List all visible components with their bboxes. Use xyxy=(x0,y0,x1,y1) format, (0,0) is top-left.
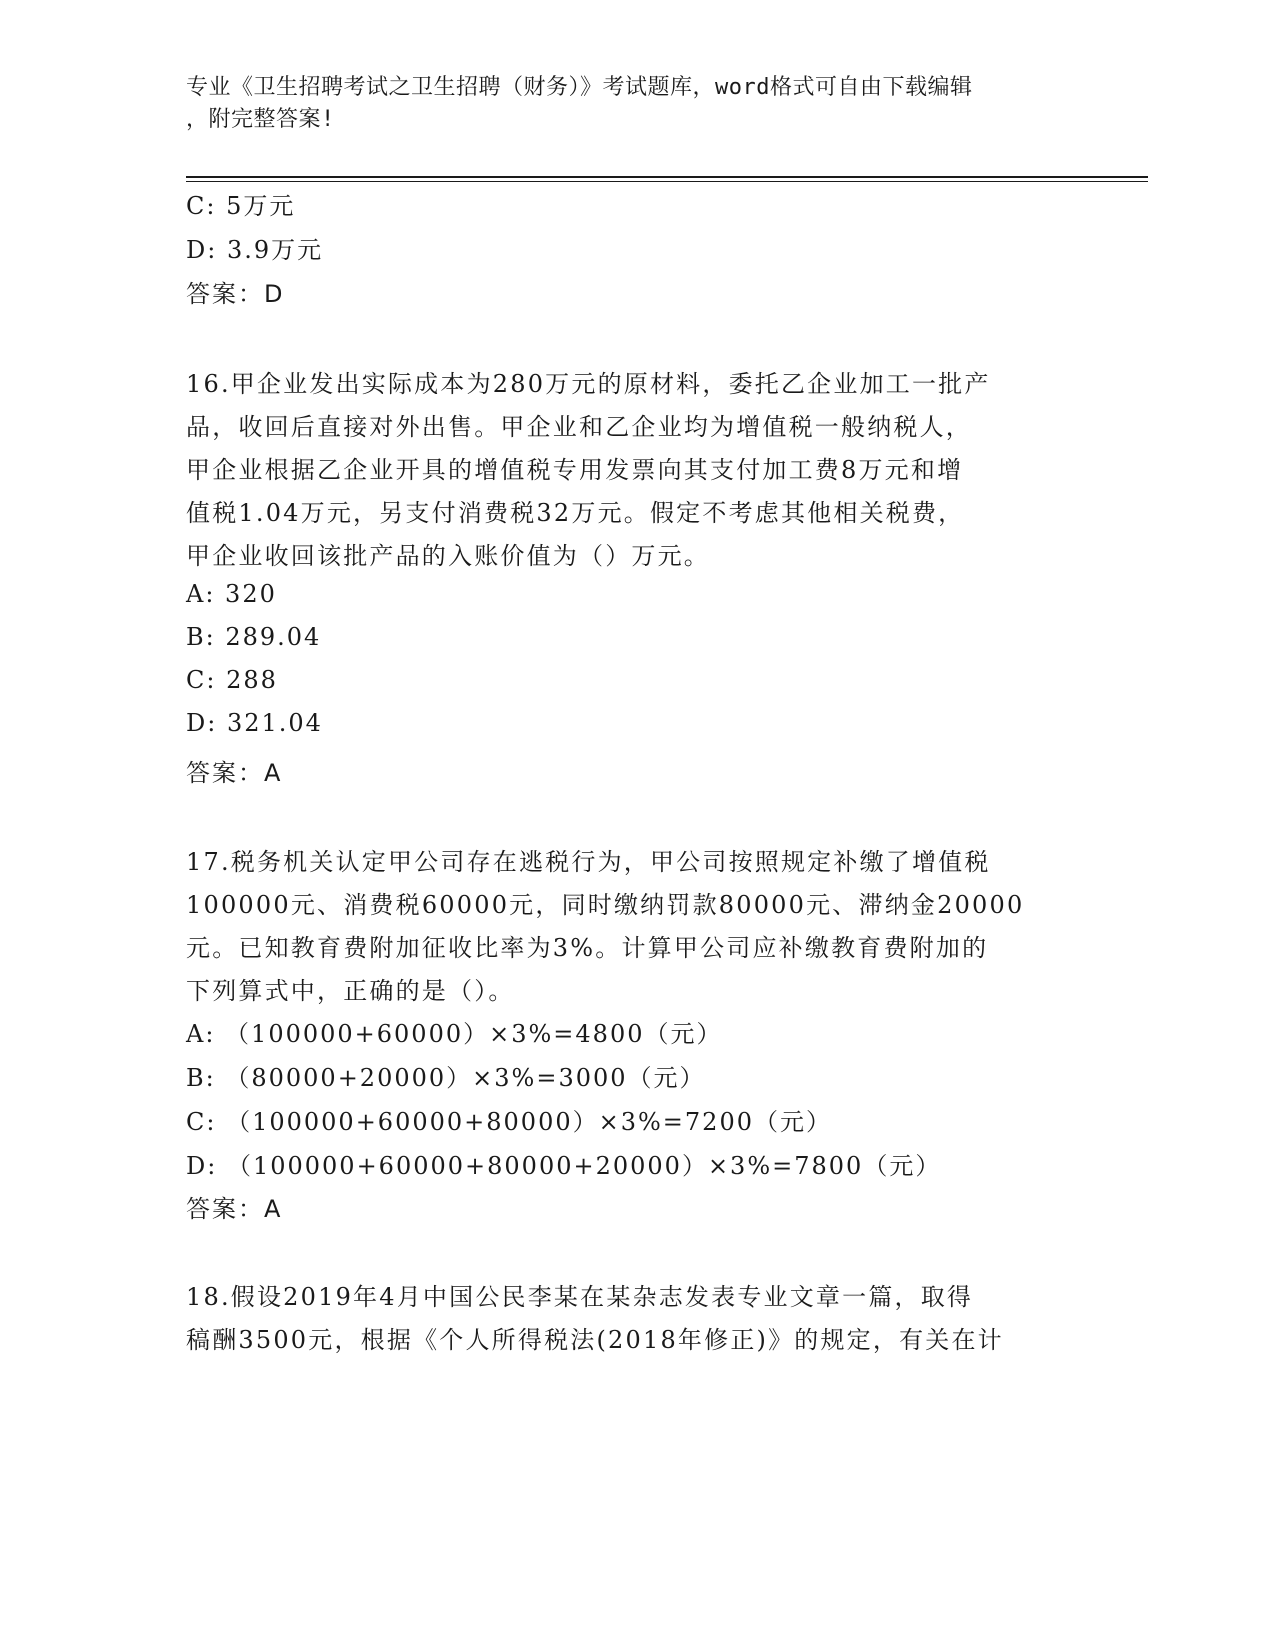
document-header xyxy=(186,72,1066,136)
header-line-2: ，附完整答案! xyxy=(186,107,335,132)
q18-stem-line-1: 18.假设2019年4月中国公民李某在某杂志发表专业文章一篇，取得 xyxy=(186,1283,974,1311)
q15-option-d: D: 3.9万元 xyxy=(186,236,324,264)
q16-stem-line-1: 16.甲企业发出实际成本为280万元的原材料，委托乙企业加工一批产 xyxy=(186,370,991,398)
q16-option-d: D: 321.04 xyxy=(186,709,323,737)
q17-stem-line-1: 17.税务机关认定甲公司存在逃税行为，甲公司按照规定补缴了增值税 xyxy=(186,848,991,876)
q16-stem-line-5: 甲企业收回该批产品的入账价值为（）万元。 xyxy=(186,542,710,570)
q16-answer: 答案：A xyxy=(186,759,283,787)
q16-stem-line-2: 品，收回后直接对外出售。甲企业和乙企业均为增值税一般纳税人， xyxy=(186,413,972,441)
q15-answer: 答案：D xyxy=(186,280,285,308)
header-rule-thick xyxy=(186,176,1148,178)
q17-stem-line-4: 下列算式中，正确的是（）。 xyxy=(186,977,515,1005)
header-rule-thin xyxy=(186,181,1148,182)
q17-option-d: D: （100000+60000+80000+20000）×3%=7800（元） xyxy=(186,1152,942,1180)
q17-stem-line-2: 100000元、消费税60000元，同时缴纳罚款80000元、滞纳金20000 xyxy=(186,891,1025,919)
q18-stem-line-2: 稿酬3500元，根据《个人所得税法(2018年修正)》的规定，有关在计 xyxy=(186,1326,1004,1354)
q17-option-a: A: （100000+60000）×3%=4800（元） xyxy=(186,1020,723,1048)
q17-option-b: B: （80000+20000）×3%=3000（元） xyxy=(186,1064,706,1092)
q15-option-c: C: 5万元 xyxy=(186,192,296,220)
q16-stem-line-3: 甲企业根据乙企业开具的增值税专用发票向其支付加工费8万元和增 xyxy=(186,456,964,484)
q16-stem-line-4: 值税1.04万元，另支付消费税32万元。假定不考虑其他相关税费， xyxy=(186,499,965,527)
q16-option-b: B: 289.04 xyxy=(186,623,322,651)
header-line-1: 专业《卫生招聘考试之卫生招聘（财务）》考试题库，word格式可自由下载编辑 xyxy=(186,75,973,100)
q16-option-c: C: 288 xyxy=(186,666,278,694)
q17-option-c: C: （100000+60000+80000）×3%=7200（元） xyxy=(186,1108,832,1136)
q17-stem-line-3: 元。已知教育费附加征收比率为3%。计算甲公司应补缴教育费附加的 xyxy=(186,934,989,962)
q17-answer: 答案：A xyxy=(186,1195,283,1223)
q16-option-a: A: 320 xyxy=(186,580,277,608)
